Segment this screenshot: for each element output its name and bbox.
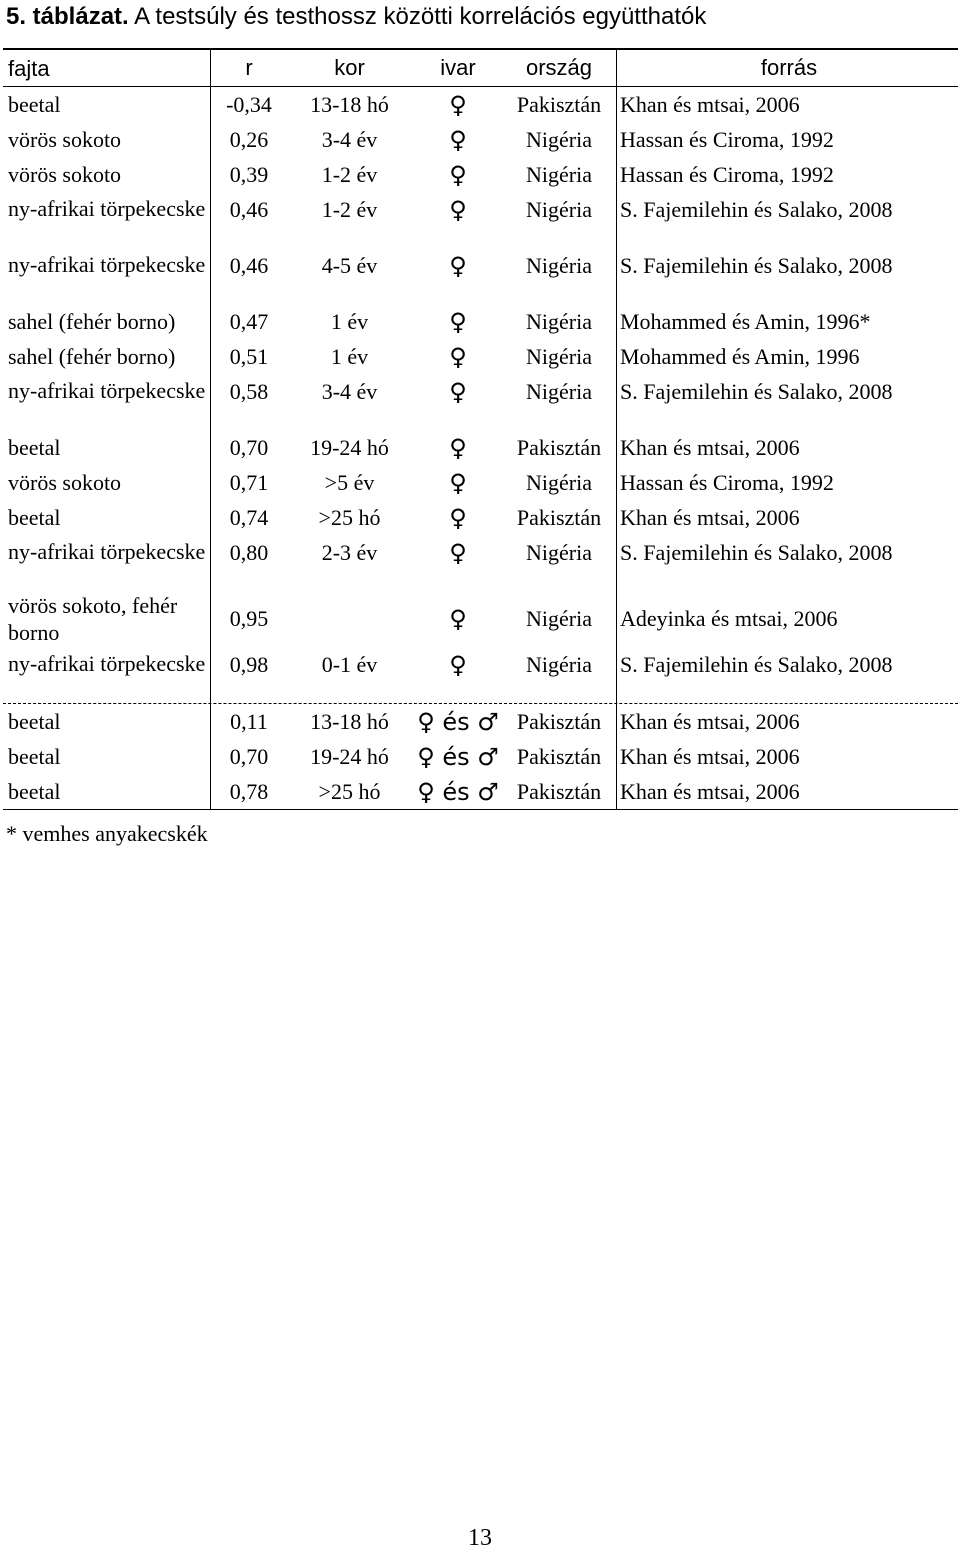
cell-sex: ♀ (449, 251, 467, 280)
header-sex: ivar (440, 55, 476, 80)
cell-r: 0,47 (229, 308, 269, 334)
cell-country: Nigéria (526, 469, 592, 495)
cell-source: Adeyinka és mtsai, 2006 (620, 606, 838, 631)
cell-sex: ♀ (449, 650, 467, 679)
cell-sex: ♀ (449, 90, 467, 119)
table-row (3, 430, 958, 465)
cell-source: S. Fajemilehin és Salako, 2008 (620, 196, 893, 222)
cell-breed: beetal (8, 744, 61, 769)
cell-source: Khan és mtsai, 2006 (620, 434, 800, 460)
cell-sex: ♀ (449, 605, 467, 633)
cell-source: Khan és mtsai, 2006 (620, 743, 800, 769)
correlation-table (3, 48, 958, 810)
cell-breed: vörös sokoto (8, 470, 122, 495)
cell-sex: ♀ (449, 125, 467, 154)
table-row (3, 87, 958, 122)
table-row (3, 157, 958, 192)
cell-sex: ♀ (449, 468, 467, 497)
cell-sex: ♀ és ♂ (417, 707, 499, 736)
cell-source: Khan és mtsai, 2006 (620, 778, 800, 804)
cell-breed: beetal (8, 92, 61, 117)
page-number: 13 (468, 1525, 492, 1551)
cell-country: Nigéria (526, 252, 592, 278)
cell-age: 19-24 hó (310, 434, 389, 460)
table-row (3, 535, 958, 591)
table-row (3, 647, 958, 703)
cell-breed: ny-afrikai törpekecske (8, 252, 206, 277)
cell-r: 0,95 (229, 606, 269, 631)
table-row (3, 500, 958, 535)
cell-r: 0,46 (229, 252, 269, 278)
cell-sex: ♀ és ♂ (417, 742, 499, 771)
cell-age: 3-4 év (321, 378, 378, 404)
cell-age: 3-4 év (321, 126, 378, 152)
cell-age: 19-24 hó (310, 743, 389, 769)
cell-r: 0,11 (230, 708, 268, 734)
cell-breed: beetal (8, 435, 61, 460)
cell-r: 0,58 (229, 378, 269, 404)
cell-sex: ♀ (449, 307, 467, 336)
cell-sex: ♀ (449, 377, 467, 406)
table-row (3, 192, 958, 248)
cell-source: S. Fajemilehin és Salako, 2008 (620, 539, 893, 565)
cell-age: 1-2 év (321, 196, 378, 222)
cell-breed: beetal (8, 709, 61, 734)
cell-sex: ♀ (449, 195, 467, 224)
cell-breed: ny-afrikai törpekecske (8, 539, 206, 564)
cell-r: 0,70 (229, 434, 269, 460)
cell-source: Mohammed és Amin, 1996 (620, 343, 860, 369)
cell-source: Khan és mtsai, 2006 (620, 708, 800, 734)
cell-country: Nigéria (526, 378, 592, 404)
table-row (3, 591, 958, 647)
cell-sex: ♀ (449, 503, 467, 532)
cell-age: 2-3 év (321, 539, 378, 565)
table-caption: A testsúly és testhossz közötti korrelációs együtthatók (134, 3, 707, 30)
cell-r: 0,98 (229, 651, 269, 677)
cell-sex: ♀ (449, 538, 467, 567)
cell-breed: beetal (8, 505, 61, 530)
cell-age: 1-2 év (321, 161, 378, 187)
table-row (3, 304, 958, 339)
cell-r: 0,71 (229, 469, 269, 495)
cell-breed: ny-afrikai törpekecske (8, 651, 206, 676)
cell-country: Nigéria (526, 606, 592, 631)
cell-country: Pakisztán (516, 743, 602, 769)
cell-source: Mohammed és Amin, 1996* (620, 308, 871, 334)
header-source: forrás (760, 55, 818, 80)
cell-breed: vörös sokoto (8, 162, 122, 187)
cell-source: S. Fajemilehin és Salako, 2008 (620, 378, 893, 404)
header-breed: fajta (8, 55, 50, 81)
cell-breed: ny-afrikai törpekecske (8, 378, 206, 403)
cell-r: 0,46 (229, 196, 269, 222)
cell-source: S. Fajemilehin és Salako, 2008 (620, 651, 893, 677)
cell-r: 0,70 (229, 743, 269, 769)
cell-source: Hassan és Ciroma, 1992 (620, 126, 834, 152)
cell-age: >5 év (324, 469, 375, 495)
cell-r: 0,80 (229, 539, 269, 565)
cell-country: Pakisztán (516, 778, 602, 804)
cell-country: Nigéria (526, 651, 592, 677)
table-row (3, 339, 958, 374)
cell-breed: sahel (fehér borno) (8, 309, 176, 334)
table-row (3, 122, 958, 157)
table-body (3, 87, 958, 809)
table-row (3, 374, 958, 430)
cell-sex: ♀ (449, 433, 467, 462)
table-row (3, 703, 958, 739)
cell-r: 0,39 (229, 161, 269, 187)
cell-country: Nigéria (526, 308, 592, 334)
cell-source: Hassan és Ciroma, 1992 (620, 161, 834, 187)
cell-source: Khan és mtsai, 2006 (620, 504, 800, 530)
cell-source: Hassan és Ciroma, 1992 (620, 469, 834, 495)
cell-r: 0,26 (229, 126, 269, 152)
table-header-row (3, 50, 958, 87)
cell-r: 0,51 (229, 343, 269, 369)
cell-age: >25 hó (318, 504, 381, 530)
cell-breed: vörös sokoto, fehér borno (8, 593, 178, 645)
header-country: ország (525, 55, 593, 80)
cell-country: Pakisztán (516, 91, 602, 117)
cell-country: Pakisztán (516, 504, 602, 530)
cell-age: >25 hó (318, 778, 381, 804)
cell-breed: beetal (8, 779, 61, 804)
cell-country: Pakisztán (516, 708, 602, 734)
cell-age: 4-5 év (321, 252, 378, 278)
cell-sex: ♀ és ♂ (417, 777, 499, 806)
table-number: 5. táblázat. (6, 3, 129, 30)
cell-country: Pakisztán (516, 434, 602, 460)
cell-breed: vörös sokoto (8, 127, 122, 152)
cell-age: 0-1 év (321, 651, 378, 677)
footnote: * vemhes anyakecskék (6, 821, 208, 846)
table-row (3, 248, 958, 304)
cell-breed: ny-afrikai törpekecske (8, 196, 206, 221)
cell-r: 0,74 (229, 504, 269, 530)
cell-country: Nigéria (526, 539, 592, 565)
cell-age: 13-18 hó (310, 708, 389, 734)
cell-age: 13-18 hó (310, 91, 389, 117)
cell-r: -0,34 (226, 91, 272, 117)
table-row (3, 774, 958, 809)
cell-country: Nigéria (526, 343, 592, 369)
cell-country: Nigéria (526, 126, 592, 152)
cell-source: Khan és mtsai, 2006 (620, 91, 800, 117)
cell-age: 1 év (330, 308, 369, 334)
header-age: kor (334, 55, 365, 80)
cell-r: 0,78 (229, 778, 269, 804)
table-title (6, 0, 706, 34)
cell-age (287, 591, 412, 647)
table-row (3, 739, 958, 774)
cell-breed: sahel (fehér borno) (8, 344, 176, 369)
cell-country: Nigéria (526, 161, 592, 187)
cell-sex: ♀ (449, 342, 467, 371)
header-r: r (245, 55, 253, 80)
table-row (3, 465, 958, 500)
cell-country: Nigéria (526, 196, 592, 222)
cell-source: S. Fajemilehin és Salako, 2008 (620, 252, 893, 278)
cell-age: 1 év (330, 343, 369, 369)
cell-sex: ♀ (449, 160, 467, 189)
